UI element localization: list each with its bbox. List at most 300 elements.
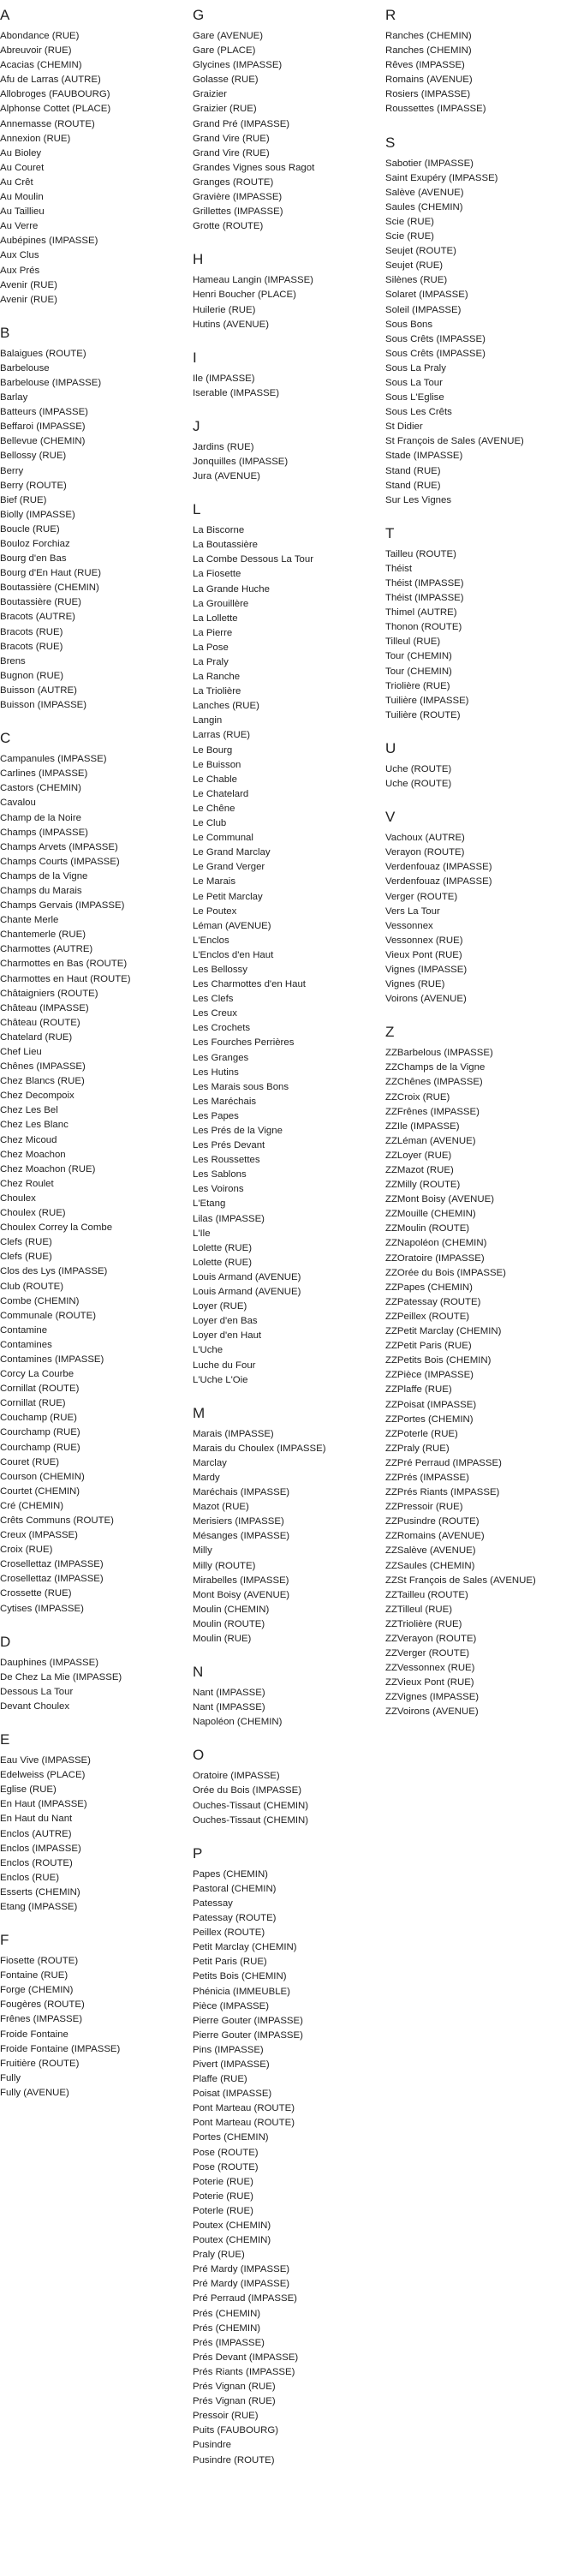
street-link[interactable]: Théist (IMPASSE) bbox=[385, 578, 464, 589]
street-link[interactable]: Cornillat (RUE) bbox=[0, 1398, 66, 1409]
street-link[interactable]: Choulex Correy la Combe bbox=[0, 1222, 113, 1234]
street-link[interactable]: Chez Roulet bbox=[0, 1178, 54, 1189]
street-link[interactable]: ZZPapes (CHEMIN) bbox=[385, 1282, 473, 1293]
street-link[interactable]: Poterie (RUE) bbox=[193, 2190, 253, 2202]
street-link[interactable]: Merisiers (IMPASSE) bbox=[193, 1516, 284, 1527]
street-link[interactable]: Les Creux bbox=[193, 1008, 237, 1019]
street-link[interactable]: ZZLéman (AVENUE) bbox=[385, 1135, 476, 1146]
street-link[interactable]: Seujet (ROUTE) bbox=[385, 246, 456, 257]
street-link[interactable]: Prés Riants (IMPASSE) bbox=[193, 2366, 295, 2377]
street-link[interactable]: Tour (CHEMIN) bbox=[385, 651, 452, 662]
street-link[interactable]: Creux (IMPASSE) bbox=[0, 1530, 78, 1541]
street-link[interactable]: Tuilière (ROUTE) bbox=[385, 709, 461, 720]
street-link[interactable]: Le Grand Verger bbox=[193, 862, 265, 873]
street-link[interactable]: Le Marais bbox=[193, 876, 236, 888]
street-link[interactable]: ZZPeillex (ROUTE) bbox=[385, 1311, 470, 1322]
street-link[interactable]: ZZPlaffe (RUE) bbox=[385, 1384, 452, 1396]
street-link[interactable]: Choulex (RUE) bbox=[0, 1208, 66, 1219]
street-link[interactable]: Prés (IMPASSE) bbox=[193, 2337, 265, 2348]
street-link[interactable]: Campanules (IMPASSE) bbox=[0, 754, 107, 765]
street-link[interactable]: Vessonnex bbox=[385, 920, 433, 931]
street-link[interactable]: Crosellettaz (IMPASSE) bbox=[0, 1574, 104, 1585]
street-link[interactable]: Verger (ROUTE) bbox=[385, 891, 458, 902]
street-link[interactable]: Châtaigniers (ROUTE) bbox=[0, 988, 98, 999]
street-link[interactable]: Fougères (ROUTE) bbox=[0, 1999, 85, 2011]
street-link[interactable]: La Biscorne bbox=[193, 525, 245, 536]
street-link[interactable]: Loyer d'en Bas bbox=[193, 1316, 258, 1327]
street-link[interactable]: L'Uche bbox=[193, 1345, 223, 1356]
street-link[interactable]: Les Voirons bbox=[193, 1184, 244, 1195]
street-link[interactable]: Saules (CHEMIN) bbox=[385, 201, 463, 212]
street-link[interactable]: Lilas (IMPASSE) bbox=[193, 1213, 265, 1224]
street-link[interactable]: Poterie (RUE) bbox=[193, 2176, 253, 2187]
street-link[interactable]: Chef Lieu bbox=[0, 1047, 42, 1057]
street-link[interactable]: Solaret (IMPASSE) bbox=[385, 290, 468, 301]
street-link[interactable]: Crêts Communs (ROUTE) bbox=[0, 1515, 114, 1526]
street-link[interactable]: ZZPressoir (RUE) bbox=[385, 1502, 463, 1513]
street-link[interactable]: Huilerie (RUE) bbox=[193, 304, 256, 315]
street-link[interactable]: Aux Clus bbox=[0, 250, 39, 261]
street-link[interactable]: Pierre Gouter (IMPASSE) bbox=[193, 2015, 303, 2026]
street-link[interactable]: Poisat (IMPASSE) bbox=[193, 2089, 272, 2100]
street-link[interactable]: ZZPièce (IMPASSE) bbox=[385, 1370, 474, 1381]
street-link[interactable]: Contamines bbox=[0, 1339, 52, 1350]
street-link[interactable]: Acacias (CHEMIN) bbox=[0, 60, 82, 71]
street-link[interactable]: Praly (RUE) bbox=[193, 2250, 245, 2261]
street-link[interactable]: Mardy bbox=[193, 1472, 220, 1483]
street-link[interactable]: ZZLoyer (RUE) bbox=[385, 1150, 452, 1161]
street-link[interactable]: ZZBarbelous (IMPASSE) bbox=[385, 1048, 493, 1059]
street-link[interactable]: Pièce (IMPASSE) bbox=[193, 2000, 270, 2011]
street-link[interactable]: Froide Fontaine (IMPASSE) bbox=[0, 2043, 121, 2054]
street-link[interactable]: Léman (AVENUE) bbox=[193, 920, 271, 931]
street-link[interactable]: Théist (IMPASSE) bbox=[385, 593, 464, 604]
street-link[interactable]: Sur Les Vignes bbox=[385, 494, 452, 505]
street-link[interactable]: Roussettes (IMPASSE) bbox=[385, 104, 486, 115]
street-link[interactable]: Pré Mardy (IMPASSE) bbox=[193, 2279, 290, 2290]
street-link[interactable]: Les Granges bbox=[193, 1052, 249, 1063]
street-link[interactable]: Carlines (IMPASSE) bbox=[0, 768, 88, 780]
street-link[interactable]: Verayon (ROUTE) bbox=[385, 847, 465, 858]
street-link[interactable]: Vachoux (AUTRE) bbox=[385, 833, 465, 844]
street-link[interactable]: Thimel (AUTRE) bbox=[385, 607, 457, 619]
street-link[interactable]: Enclos (IMPASSE) bbox=[0, 1843, 81, 1854]
street-link[interactable]: Berry bbox=[0, 465, 24, 476]
street-link[interactable]: Enclos (AUTRE) bbox=[0, 1828, 72, 1839]
street-link[interactable]: Pastoral (CHEMIN) bbox=[193, 1883, 277, 1894]
street-link[interactable]: Barbelouse (IMPASSE) bbox=[0, 377, 102, 388]
street-link[interactable]: La Pierre bbox=[193, 627, 233, 638]
street-link[interactable]: Courson (CHEMIN) bbox=[0, 1471, 85, 1482]
street-link[interactable]: ZZMoulin (ROUTE) bbox=[385, 1223, 470, 1234]
street-link[interactable]: Théist bbox=[385, 563, 413, 574]
street-link[interactable]: Pivert (IMPASSE) bbox=[193, 2059, 270, 2070]
street-link[interactable]: Silènes (RUE) bbox=[385, 275, 448, 286]
street-link[interactable]: Le Club bbox=[193, 818, 227, 829]
street-link[interactable]: Le Chable bbox=[193, 774, 237, 785]
street-link[interactable]: Les Prés Devant bbox=[193, 1140, 265, 1151]
street-link[interactable]: Au Bioley bbox=[0, 147, 42, 158]
street-link[interactable]: L'Enclos d'en Haut bbox=[193, 949, 274, 960]
street-link[interactable]: Papes (CHEMIN) bbox=[193, 1868, 268, 1880]
street-link[interactable]: Au Couret bbox=[0, 162, 45, 173]
street-link[interactable]: Luche du Four bbox=[193, 1360, 256, 1371]
street-link[interactable]: Golasse (RUE) bbox=[193, 75, 259, 86]
street-link[interactable]: Milly (ROUTE) bbox=[193, 1560, 256, 1571]
street-link[interactable]: ZZPraly (RUE) bbox=[385, 1443, 450, 1454]
street-link[interactable]: Sous Les Crêts bbox=[385, 407, 452, 418]
street-link[interactable]: Petit Marclay (CHEMIN) bbox=[193, 1942, 297, 1953]
street-link[interactable]: Les Clefs bbox=[193, 994, 234, 1005]
street-link[interactable]: Uche (ROUTE) bbox=[385, 779, 452, 790]
street-link[interactable]: Verdenfouaz (IMPASSE) bbox=[385, 862, 492, 873]
street-link[interactable]: Balaigues (ROUTE) bbox=[0, 348, 86, 359]
street-link[interactable]: Frênes (IMPASSE) bbox=[0, 2014, 82, 2025]
street-link[interactable]: Fully (AVENUE) bbox=[0, 2087, 69, 2098]
street-link[interactable]: ZZPoterle (RUE) bbox=[385, 1428, 458, 1439]
street-link[interactable]: Dessous La Tour bbox=[0, 1686, 74, 1697]
street-link[interactable]: Orée du Bois (IMPASSE) bbox=[193, 1785, 302, 1796]
street-link[interactable]: Eglise (RUE) bbox=[0, 1784, 57, 1796]
street-link[interactable]: Bourg d'En Haut (RUE) bbox=[0, 568, 102, 579]
street-link[interactable]: Portes (CHEMIN) bbox=[193, 2132, 269, 2143]
street-link[interactable]: L'Etang bbox=[193, 1198, 226, 1210]
street-link[interactable]: Sabotier (IMPASSE) bbox=[385, 158, 474, 169]
street-link[interactable]: Croix (RUE) bbox=[0, 1545, 53, 1556]
street-link[interactable]: La Lollette bbox=[193, 613, 238, 624]
street-link[interactable]: Chez Micoud bbox=[0, 1134, 57, 1145]
street-link[interactable]: Puits (FAUBOURG) bbox=[193, 2425, 278, 2436]
street-link[interactable]: Courchamp (RUE) bbox=[0, 1427, 80, 1438]
street-link[interactable]: ZZMont Boisy (AVENUE) bbox=[385, 1194, 495, 1205]
street-link[interactable]: Tailleu (ROUTE) bbox=[385, 548, 456, 559]
street-link[interactable]: Combe (CHEMIN) bbox=[0, 1295, 80, 1306]
street-link[interactable]: Henri Boucher (PLACE) bbox=[193, 290, 296, 301]
street-link[interactable]: Chantemerle (RUE) bbox=[0, 929, 86, 941]
street-link[interactable]: Champ de la Noire bbox=[0, 812, 81, 823]
street-link[interactable]: Verdenfouaz (IMPASSE) bbox=[385, 876, 492, 888]
street-link[interactable]: Le Communal bbox=[193, 833, 253, 844]
street-link[interactable]: Loyer d'en Haut bbox=[193, 1330, 262, 1342]
street-link[interactable]: Champs (IMPASSE) bbox=[0, 827, 88, 838]
street-link[interactable]: Mazot (RUE) bbox=[193, 1502, 249, 1513]
street-link[interactable]: Cré (CHEMIN) bbox=[0, 1500, 64, 1511]
street-link[interactable]: Mont Boisy (AVENUE) bbox=[193, 1589, 290, 1600]
street-link[interactable]: Les Crochets bbox=[193, 1023, 251, 1034]
street-link[interactable]: La Grouillère bbox=[193, 598, 249, 609]
street-link[interactable]: L'Ile bbox=[193, 1228, 211, 1239]
street-link[interactable]: Glycines (IMPASSE) bbox=[193, 60, 283, 71]
street-link[interactable]: Les Charmottes d'en Haut bbox=[193, 979, 306, 990]
street-link[interactable]: Hutins (AVENUE) bbox=[193, 319, 270, 330]
street-link[interactable]: Club (ROUTE) bbox=[0, 1281, 64, 1292]
street-link[interactable]: Les Roussettes bbox=[193, 1155, 260, 1166]
street-link[interactable]: Dauphines (IMPASSE) bbox=[0, 1657, 99, 1668]
street-link[interactable]: Stand (RUE) bbox=[385, 465, 441, 476]
street-link[interactable]: L'Enclos bbox=[193, 935, 229, 946]
street-link[interactable]: Avenir (RUE) bbox=[0, 279, 57, 290]
street-link[interactable]: Etang (IMPASSE) bbox=[0, 1901, 78, 1912]
street-link[interactable]: Courchamp (RUE) bbox=[0, 1442, 80, 1453]
street-link[interactable]: Stade (IMPASSE) bbox=[385, 451, 463, 462]
street-link[interactable]: Les Maréchais bbox=[193, 1096, 257, 1107]
street-link[interactable]: ZZFrênes (IMPASSE) bbox=[385, 1106, 480, 1117]
street-link[interactable]: Granges (ROUTE) bbox=[193, 176, 274, 188]
street-link[interactable]: Poterle (RUE) bbox=[193, 2205, 253, 2216]
street-link[interactable]: ZZSt François de Sales (AVENUE) bbox=[385, 1575, 536, 1586]
street-link[interactable]: Grandes Vignes sous Ragot bbox=[193, 162, 315, 173]
street-link[interactable]: Gravière (IMPASSE) bbox=[193, 192, 283, 203]
street-link[interactable]: Fiosette (ROUTE) bbox=[0, 1956, 79, 1967]
street-link[interactable]: Fully bbox=[0, 2072, 21, 2083]
street-link[interactable]: Nant (IMPASSE) bbox=[193, 1702, 265, 1713]
street-link[interactable]: Bugnon (RUE) bbox=[0, 670, 64, 681]
street-link[interactable]: Froide Fontaine bbox=[0, 2029, 69, 2040]
street-link[interactable]: Au Taillieu bbox=[0, 206, 45, 218]
street-link[interactable]: Petits Bois (CHEMIN) bbox=[193, 1971, 287, 1982]
street-link[interactable]: Batteurs (IMPASSE) bbox=[0, 407, 88, 418]
street-link[interactable]: Les Marais sous Bons bbox=[193, 1081, 289, 1092]
street-link[interactable]: Berry (ROUTE) bbox=[0, 480, 67, 491]
street-link[interactable]: Marais (IMPASSE) bbox=[193, 1428, 274, 1439]
street-link[interactable]: ZZSaules (CHEMIN) bbox=[385, 1560, 475, 1571]
street-link[interactable]: Contamine bbox=[0, 1324, 48, 1336]
street-link[interactable]: Abondance (RUE) bbox=[0, 31, 80, 41]
street-link[interactable]: Au Verre bbox=[0, 221, 39, 232]
street-link[interactable]: ZZNapoléon (CHEMIN) bbox=[385, 1238, 487, 1249]
street-link[interactable]: Prés (CHEMIN) bbox=[193, 2322, 261, 2334]
street-link[interactable]: Pressoir (RUE) bbox=[193, 2411, 259, 2422]
street-link[interactable]: Bracots (RUE) bbox=[0, 641, 63, 652]
street-link[interactable]: Boucle (RUE) bbox=[0, 523, 60, 535]
street-link[interactable]: Poutex (CHEMIN) bbox=[193, 2220, 271, 2231]
street-link[interactable]: Iserable (IMPASSE) bbox=[193, 387, 280, 398]
street-link[interactable]: Ranches (CHEMIN) bbox=[385, 45, 472, 57]
street-link[interactable]: Charmottes (AUTRE) bbox=[0, 944, 93, 955]
street-link[interactable]: Peillex (ROUTE) bbox=[193, 1928, 265, 1939]
street-link[interactable]: Lolette (RUE) bbox=[193, 1257, 253, 1268]
street-link[interactable]: Chez Les Blanc bbox=[0, 1120, 69, 1131]
street-link[interactable]: Pré Mardy (IMPASSE) bbox=[193, 2264, 290, 2275]
street-link[interactable]: Triolière (RUE) bbox=[385, 680, 450, 691]
street-link[interactable]: En Haut (IMPASSE) bbox=[0, 1799, 87, 1810]
street-link[interactable]: Bellevue (CHEMIN) bbox=[0, 436, 86, 447]
street-link[interactable]: Les Hutins bbox=[193, 1067, 239, 1078]
street-link[interactable]: Enclos (RUE) bbox=[0, 1872, 59, 1883]
street-link[interactable]: St Didier bbox=[385, 421, 423, 433]
street-link[interactable]: Aux Prés bbox=[0, 265, 40, 276]
street-link[interactable]: Champs Gervais (IMPASSE) bbox=[0, 900, 125, 911]
street-link[interactable]: Grand Vire (RUE) bbox=[193, 133, 270, 144]
street-link[interactable]: Chênes (IMPASSE) bbox=[0, 1061, 86, 1073]
street-link[interactable]: ZZCroix (RUE) bbox=[385, 1091, 450, 1103]
street-link[interactable]: Scie (RUE) bbox=[385, 216, 434, 227]
street-link[interactable]: Ouches-Tissaut (CHEMIN) bbox=[193, 1800, 309, 1811]
street-link[interactable]: Pont Marteau (ROUTE) bbox=[193, 2103, 295, 2114]
street-link[interactable]: ZZMilly (ROUTE) bbox=[385, 1180, 461, 1191]
street-link[interactable]: ZZPoisat (IMPASSE) bbox=[385, 1399, 477, 1410]
street-link[interactable]: Pusindre (ROUTE) bbox=[193, 2454, 275, 2465]
street-link[interactable]: ZZPrés Riants (IMPASSE) bbox=[385, 1487, 500, 1498]
street-link[interactable]: Ouches-Tissaut (CHEMIN) bbox=[193, 1814, 309, 1826]
street-link[interactable]: Tilleul (RUE) bbox=[385, 637, 441, 648]
street-link[interactable]: ZZPatessay (ROUTE) bbox=[385, 1296, 481, 1307]
street-link[interactable]: Tour (CHEMIN) bbox=[385, 666, 452, 677]
street-link[interactable]: Tuilière (IMPASSE) bbox=[385, 695, 469, 706]
street-link[interactable]: Alphonse Cottet (PLACE) bbox=[0, 104, 111, 115]
street-link[interactable]: Jonquilles (IMPASSE) bbox=[193, 456, 289, 467]
street-link[interactable]: L'Uche L'Oie bbox=[193, 1374, 248, 1385]
street-link[interactable]: Le Buisson bbox=[193, 759, 241, 770]
street-link[interactable]: Prés Vignan (RUE) bbox=[193, 2382, 276, 2393]
street-link[interactable]: Poutex (CHEMIN) bbox=[193, 2235, 271, 2246]
street-link[interactable]: Bourg d'en Bas bbox=[0, 553, 67, 565]
street-link[interactable]: Annexion (RUE) bbox=[0, 133, 71, 144]
street-link[interactable]: Corcy La Courbe bbox=[0, 1369, 74, 1380]
street-link[interactable]: Soleil (IMPASSE) bbox=[385, 304, 462, 315]
street-link[interactable]: Les Prés de la Vigne bbox=[193, 1126, 283, 1136]
street-link[interactable]: Graizier bbox=[193, 89, 227, 100]
street-link[interactable]: Pose (ROUTE) bbox=[193, 2147, 259, 2158]
street-link[interactable]: Mirabelles (IMPASSE) bbox=[193, 1575, 289, 1586]
street-link[interactable]: Champs Arvets (IMPASSE) bbox=[0, 841, 118, 852]
street-link[interactable]: Chez Les Bel bbox=[0, 1105, 58, 1116]
street-link[interactable]: ZZVoirons (AVENUE) bbox=[385, 1706, 479, 1718]
street-link[interactable]: Vignes (RUE) bbox=[385, 979, 445, 990]
street-link[interactable]: La Praly bbox=[193, 657, 229, 667]
street-link[interactable]: Les Sablons bbox=[193, 1169, 247, 1180]
street-link[interactable]: Castors (CHEMIN) bbox=[0, 783, 81, 794]
street-link[interactable]: Napoléon (CHEMIN) bbox=[193, 1717, 283, 1728]
street-link[interactable]: Clefs (RUE) bbox=[0, 1252, 52, 1263]
street-link[interactable]: ZZTilleul (RUE) bbox=[385, 1604, 453, 1615]
street-link[interactable]: Esserts (CHEMIN) bbox=[0, 1886, 80, 1898]
street-link[interactable]: Vessonnex (RUE) bbox=[385, 935, 463, 946]
street-link[interactable]: Forge (CHEMIN) bbox=[0, 1985, 74, 1996]
street-link[interactable]: Sous La Praly bbox=[385, 362, 446, 374]
street-link[interactable]: Le Chatelard bbox=[193, 788, 249, 799]
street-link[interactable]: ZZPré Perraud (IMPASSE) bbox=[385, 1457, 502, 1468]
street-link[interactable]: Cavalou bbox=[0, 798, 36, 809]
street-link[interactable]: Couret (RUE) bbox=[0, 1456, 59, 1467]
street-link[interactable]: Sous Crêts (IMPASSE) bbox=[385, 348, 486, 359]
street-link[interactable]: ZZRomains (AVENUE) bbox=[385, 1531, 485, 1542]
street-link[interactable]: Loyer (RUE) bbox=[193, 1301, 247, 1312]
street-link[interactable]: Lanches (RUE) bbox=[193, 701, 259, 712]
street-link[interactable]: Le Grand Marclay bbox=[193, 847, 271, 858]
street-link[interactable]: Bellossy (RUE) bbox=[0, 451, 67, 462]
street-link[interactable]: La Boutassière bbox=[193, 540, 258, 551]
street-link[interactable]: Les Bellossy bbox=[193, 964, 247, 975]
street-link[interactable]: Champs Courts (IMPASSE) bbox=[0, 856, 120, 867]
street-link[interactable]: Château (IMPASSE) bbox=[0, 1002, 89, 1013]
street-link[interactable]: Communale (ROUTE) bbox=[0, 1310, 97, 1321]
street-link[interactable]: Choulex bbox=[0, 1192, 36, 1204]
street-link[interactable]: Fontaine (RUE) bbox=[0, 1970, 69, 1981]
street-link[interactable]: Cornillat (ROUTE) bbox=[0, 1384, 80, 1395]
street-link[interactable]: Milly bbox=[193, 1545, 212, 1557]
street-link[interactable]: Barbelouse bbox=[0, 362, 50, 374]
street-link[interactable]: Pré Perraud (IMPASSE) bbox=[193, 2293, 297, 2304]
street-link[interactable]: Bracots (RUE) bbox=[0, 626, 63, 637]
street-link[interactable]: Beffaroi (IMPASSE) bbox=[0, 421, 86, 433]
street-link[interactable]: Lolette (RUE) bbox=[193, 1242, 253, 1253]
street-link[interactable]: Sous Crêts (IMPASSE) bbox=[385, 333, 486, 344]
street-link[interactable]: Cytises (IMPASSE) bbox=[0, 1603, 84, 1614]
street-link[interactable]: Prés Devant (IMPASSE) bbox=[193, 2352, 299, 2363]
street-link[interactable]: Rêves (IMPASSE) bbox=[385, 60, 465, 71]
street-link[interactable]: ZZSalève (AVENUE) bbox=[385, 1545, 476, 1557]
street-link[interactable]: Stand (RUE) bbox=[385, 480, 441, 491]
street-link[interactable]: Prés Vignan (RUE) bbox=[193, 2396, 276, 2407]
street-link[interactable]: Au Moulin bbox=[0, 192, 44, 203]
street-link[interactable]: De Chez La Mie (IMPASSE) bbox=[0, 1671, 122, 1682]
street-link[interactable]: ZZMazot (RUE) bbox=[385, 1165, 454, 1175]
street-link[interactable]: Le Petit Marclay bbox=[193, 891, 263, 902]
street-link[interactable]: Eau Vive (IMPASSE) bbox=[0, 1755, 91, 1766]
street-link[interactable]: Louis Armand (AVENUE) bbox=[193, 1287, 301, 1298]
street-link[interactable]: ZZPetit Paris (RUE) bbox=[385, 1341, 472, 1352]
street-link[interactable]: Hameau Langin (IMPASSE) bbox=[193, 275, 313, 286]
street-link[interactable]: ZZVerger (ROUTE) bbox=[385, 1648, 470, 1659]
street-link[interactable]: Ranches (CHEMIN) bbox=[385, 31, 472, 41]
street-link[interactable]: La Triolière bbox=[193, 686, 241, 697]
street-link[interactable]: ZZChamps de la Vigne bbox=[385, 1062, 486, 1073]
street-link[interactable]: Uche (ROUTE) bbox=[385, 763, 452, 774]
street-link[interactable]: Pins (IMPASSE) bbox=[193, 2044, 264, 2055]
street-link[interactable]: Buisson (IMPASSE) bbox=[0, 700, 87, 711]
street-link[interactable]: ZZIle (IMPASSE) bbox=[385, 1121, 460, 1132]
street-link[interactable]: Au Crêt bbox=[0, 176, 33, 188]
street-link[interactable]: La Combe Dessous La Tour bbox=[193, 554, 313, 565]
street-link[interactable]: Pose (ROUTE) bbox=[193, 2161, 259, 2173]
street-link[interactable]: Chante Merle bbox=[0, 915, 59, 926]
street-link[interactable]: ZZPetits Bois (CHEMIN) bbox=[385, 1355, 492, 1366]
street-link[interactable]: Chez Decompoix bbox=[0, 1091, 74, 1102]
street-link[interactable]: Saint Exupéry (IMPASSE) bbox=[385, 172, 498, 183]
street-link[interactable]: Vieux Pont (RUE) bbox=[385, 949, 462, 960]
street-link[interactable]: Le Bourg bbox=[193, 744, 233, 756]
street-link[interactable]: Annemasse (ROUTE) bbox=[0, 118, 95, 129]
street-link[interactable]: Gare (PLACE) bbox=[193, 45, 256, 57]
street-link[interactable]: Prés (CHEMIN) bbox=[193, 2308, 261, 2319]
street-link[interactable]: ZZTailleu (ROUTE) bbox=[385, 1589, 468, 1600]
street-link[interactable]: ZZOrée du Bois (IMPASSE) bbox=[385, 1267, 506, 1278]
street-link[interactable]: Boutassière (RUE) bbox=[0, 597, 81, 608]
street-link[interactable]: Charmottes en Haut (ROUTE) bbox=[0, 973, 131, 984]
street-link[interactable]: Jardins (RUE) bbox=[193, 441, 254, 452]
street-link[interactable]: ZZVerayon (ROUTE) bbox=[385, 1634, 477, 1644]
street-link[interactable]: Devant Choulex bbox=[0, 1700, 70, 1712]
street-link[interactable]: Sous Bons bbox=[385, 319, 433, 330]
street-link[interactable]: Chez Blancs (RUE) bbox=[0, 1076, 85, 1087]
street-link[interactable]: ZZMouille (CHEMIN) bbox=[385, 1209, 476, 1220]
street-link[interactable]: ZZChênes (IMPASSE) bbox=[385, 1077, 483, 1088]
street-link[interactable]: Jura (AVENUE) bbox=[193, 471, 260, 482]
street-link[interactable]: Barlay bbox=[0, 392, 28, 403]
street-link[interactable]: Nant (IMPASSE) bbox=[193, 1688, 265, 1699]
street-link[interactable]: Pusindre bbox=[193, 2440, 231, 2451]
street-link[interactable]: Vignes (IMPASSE) bbox=[385, 964, 468, 975]
street-link[interactable]: Seujet (RUE) bbox=[385, 260, 444, 272]
street-link[interactable]: Plaffe (RUE) bbox=[193, 2074, 247, 2085]
street-link[interactable]: La Fiosette bbox=[193, 569, 241, 580]
street-link[interactable]: La Pose bbox=[193, 642, 229, 653]
street-link[interactable]: Charmottes en Bas (ROUTE) bbox=[0, 959, 128, 970]
street-link[interactable]: Sous L'Eglise bbox=[385, 392, 444, 403]
street-link[interactable]: Boutassière (CHEMIN) bbox=[0, 583, 99, 594]
street-link[interactable]: Fruitière (ROUTE) bbox=[0, 2058, 80, 2069]
